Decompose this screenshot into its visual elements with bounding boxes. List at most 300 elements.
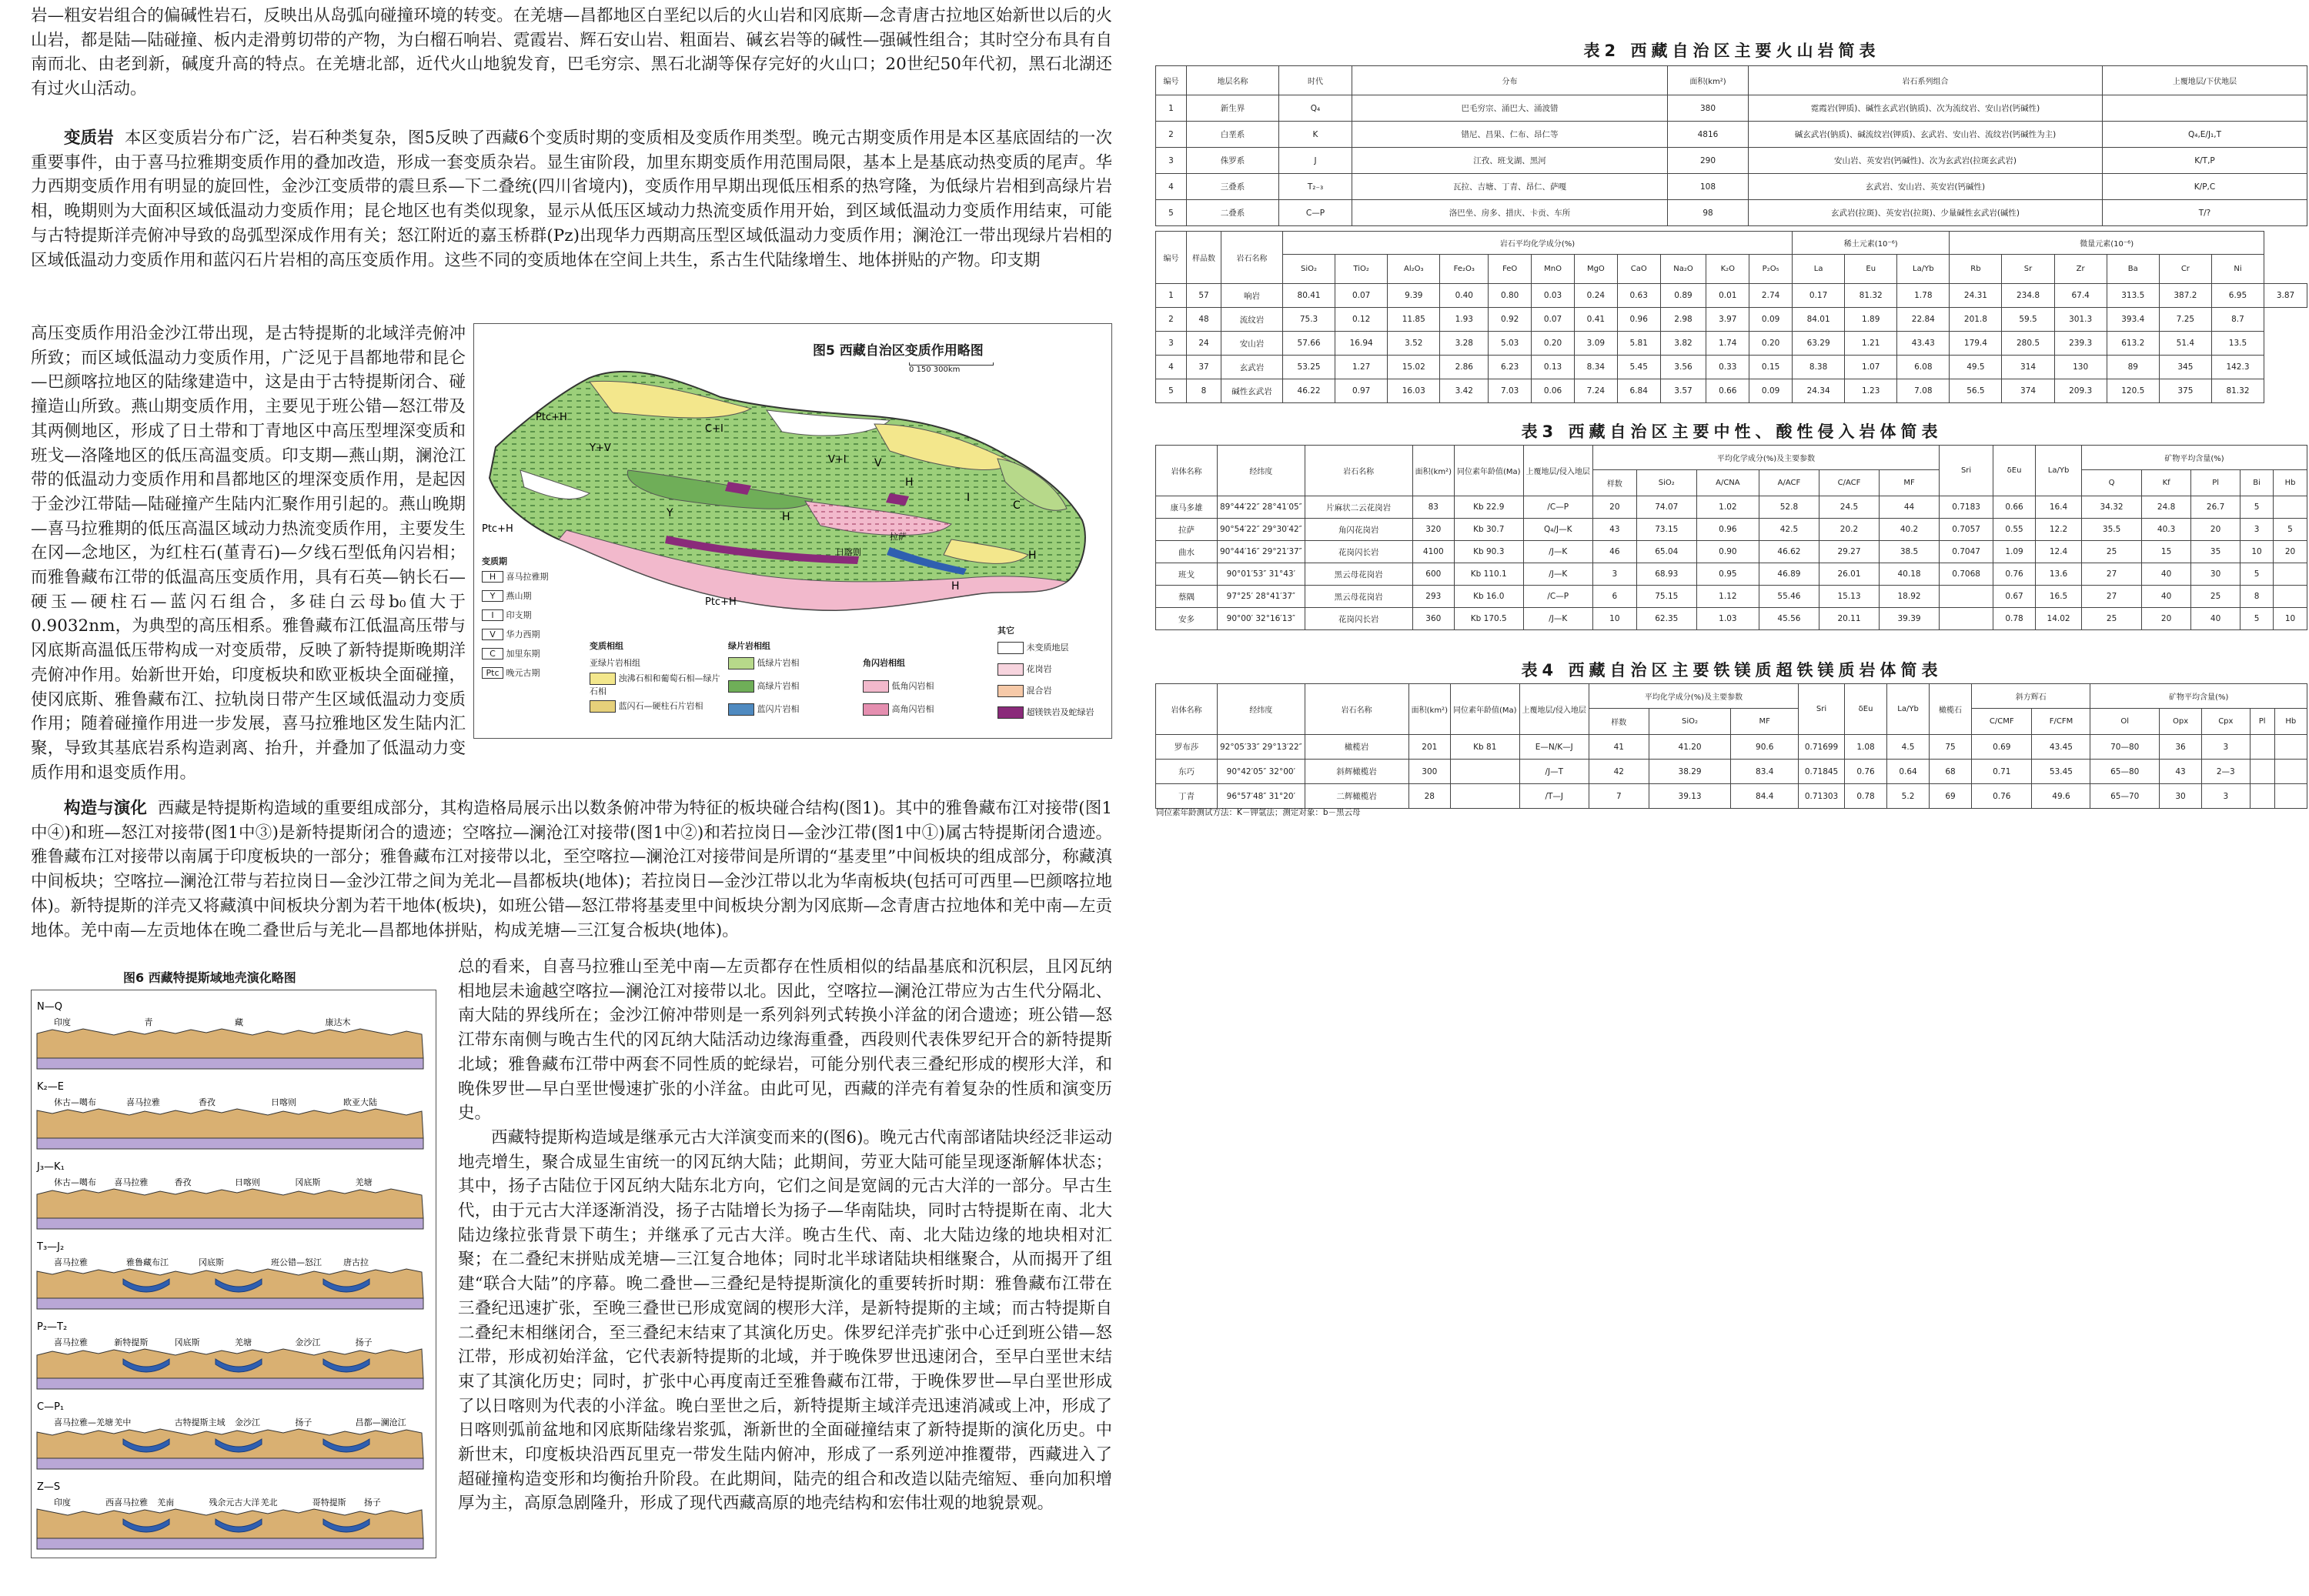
table-cell: 108	[1668, 174, 1749, 200]
table-column-header: MF	[1880, 470, 1940, 496]
table-cell: 81.32	[1845, 284, 1897, 308]
table-cell: 7.03	[1489, 379, 1532, 403]
table-cell: 0.71	[1972, 760, 2032, 784]
section-unit-label: 日喀则	[271, 1097, 296, 1107]
legend-facies-5: 低角闪岩相	[863, 679, 934, 693]
table-cell: 46.62	[1759, 541, 1819, 563]
figure-6-caption: 图6 西藏特提斯域地壳演化略图	[123, 970, 296, 985]
table-cell: 5.2	[1887, 784, 1930, 809]
section-age-label: J₃—K₁	[37, 1161, 65, 1173]
table-cell: 68.93	[1636, 563, 1696, 586]
table-cell: 360	[1412, 608, 1454, 630]
table-cell: 7.25	[2159, 308, 2211, 332]
table-cell: 0.66	[1706, 379, 1749, 403]
table-cell: 0.7047	[1940, 541, 1993, 563]
table-column-header: P₂O₅	[1749, 255, 1793, 284]
legend-period-c: C 加里东期	[482, 647, 549, 666]
table-cell: 20	[2142, 608, 2191, 630]
table-column-header: Pl	[2191, 470, 2240, 496]
table-row	[1156, 332, 2307, 356]
table-cell: 1.02	[1696, 496, 1759, 519]
table-cell: 拉萨	[1156, 519, 1218, 541]
table-cell: 65—80	[2090, 760, 2160, 784]
right-page	[1154, 0, 2309, 1596]
section-unit-label: 青	[144, 1017, 153, 1027]
table-cell: 0.78	[1993, 608, 2036, 630]
mantle-layer	[37, 1458, 423, 1469]
table-cell: 12.2	[2036, 519, 2082, 541]
table-row	[1156, 379, 2307, 403]
table-cell: 56.5	[1950, 379, 2002, 403]
table-column-header: La	[1793, 255, 1845, 284]
table-cell: 290	[1668, 148, 1749, 174]
table-cell: 3.87	[2264, 284, 2307, 308]
table-column-header: Sr	[2002, 255, 2054, 284]
section-unit-label: 扬子	[355, 1337, 373, 1347]
table-cell: 67.4	[2054, 284, 2107, 308]
section-unit-label: 新特提斯	[114, 1337, 149, 1347]
table-cell: 15.02	[1388, 356, 1440, 379]
table-2-chemistry	[1155, 231, 2307, 403]
table-cell: 0.71303	[1799, 784, 1845, 809]
paragraph-tectonic	[31, 796, 1112, 943]
table-cell: Q₄,E/J₁,T	[2103, 122, 2307, 148]
table-cell: J	[1279, 148, 1352, 174]
table-cell: 0.20	[1532, 332, 1575, 356]
crust-block	[37, 1189, 423, 1218]
table-cell	[2274, 563, 2307, 586]
figure-5-caption: 图5 西藏自治区变质作用略图	[813, 343, 984, 359]
table-cell: 0.89	[1660, 284, 1706, 308]
table-cell: 26.01	[1819, 563, 1879, 586]
section-unit-label: 残余元古大洋	[209, 1498, 260, 1508]
mantle-layer	[37, 1378, 423, 1389]
table-cell: 1.09	[1993, 541, 2036, 563]
table-cell: 0.20	[1749, 332, 1793, 356]
section-5	[37, 1401, 423, 1469]
table-cell: 75	[1930, 735, 1972, 760]
table-row	[1156, 760, 2307, 784]
table-3-header: 岩体名称 经纬度 岩石名称 面积(km²) 同位素年龄值(Ma) 上覆地层/侵入地层 平均化学成分(%)及主要参数 Sri δEu La/Yb 矿物平均含量(%)	[1156, 446, 2307, 470]
table-column-header: Eu	[1845, 255, 1897, 284]
table-cell: 曲水	[1156, 541, 1218, 563]
section-unit-label: 羌塘	[355, 1177, 373, 1187]
table-cell: Q₄/J—K	[1523, 519, 1592, 541]
legend-period-ptc: Ptc 晚元古期	[482, 666, 549, 686]
table-cell	[2103, 95, 2307, 122]
legend-greenschist-title: 绿片岩相组	[728, 641, 770, 651]
table-cell	[1940, 586, 1993, 608]
table-column-header: MnO	[1532, 255, 1575, 284]
table-4-note: 同位素年龄测试方法：K－钾氩法；测定对象：b－黑云母	[1156, 808, 1361, 817]
table-cell: 16.5	[2036, 586, 2082, 608]
text-metamorphic-wrap: 高压变质作用沿金沙江带出现，是古特提斯的北域洋壳俯冲所致；而区域低温动力变质作用，广泛见于昌都地带和昆仑—巴颜喀拉地区的陆缘建造中，这是由于古特提斯闭合、碰撞造山所致。燕山期变质作用，主要见于班公错—怒江带及其两侧地区，形成了日土带和丁青地区中高压型埋深变质和班戈—洛隆地区的低压高温变质。印支期—燕山期，澜沧江带的低温动力变质作用和昌都地区的埋深变质作用，是起因于金沙江带陆—陆碰撞产生陆内汇聚作用引起的。燕山晚期—喜马拉雅期的低压高温区域动力热流变质作用，主要发生在冈—念地区，为红柱石(堇青石)—夕线石型低角闪岩相；而雅鲁藏布江带的低温高压变质作用，具有石英—钠长石—硬玉—硬柱石—蓝闪石组合，多硅白云母b₀值大于0.9032nm，为典型的高压相系。雅鲁藏布江低温高压带与冈底斯高温低压带构成一对变质带，反映了新特提斯晚期洋壳俯冲作用。始新世开始，印度板块和欧亚板块全面碰撞，使冈底斯、雅鲁藏布江、拉轨岗日带产生区域低温动力变质作用；随着碰撞作用进一步发展，喜马拉雅地区发生陆内汇聚，导致其基底岩系构造剥离、抬升，并叠加了低温动力变质作用和退变质作用。	[31, 324, 466, 783]
table-cell: 380	[1668, 95, 1749, 122]
table-cell: 10	[2240, 541, 2274, 563]
table-cell: 2	[1156, 122, 1187, 148]
table-cell: 0.76	[1845, 760, 1887, 784]
table-cell: 201.8	[1950, 308, 2002, 332]
section-unit-label: 印度	[54, 1017, 71, 1027]
figure-6-crustal-evolution	[31, 962, 436, 1558]
section-unit-label: 扬子	[363, 1498, 381, 1508]
table-cell: 0.40	[1440, 284, 1489, 308]
section-unit-label: 羌塘	[235, 1337, 252, 1347]
section-unit-label: 古特提斯主域	[174, 1417, 226, 1427]
section-unit-label: 喜马拉雅	[54, 1257, 88, 1267]
table-cell	[2250, 784, 2274, 809]
section-unit-label: 扬子	[295, 1417, 312, 1427]
table-cell: 斜辉橄榄岩	[1305, 760, 1408, 784]
table-2-chem-header: 编号 样品数 岩石名称 岩石平均化学成分(%) 稀土元素(10⁻⁶) 微量元素(10⁻⁶)	[1156, 232, 2307, 255]
table-cell: 27	[2082, 563, 2142, 586]
table-column-header: Ba	[2107, 255, 2159, 284]
table-cell: 75.3	[1283, 308, 1335, 332]
table-column-header: 样数	[1589, 709, 1649, 735]
table-cell: 橄榄岩	[1305, 735, 1408, 760]
svg-text:Y: Y	[667, 507, 673, 519]
svg-text:H: H	[951, 580, 960, 593]
table-cell: 18.92	[1880, 586, 1940, 608]
section-unit-label: 金沙江	[235, 1417, 260, 1427]
table-cell: 碱性玄武岩	[1221, 379, 1283, 403]
table-cell: E—N/K—J	[1519, 735, 1589, 760]
table-cell: 0.63	[1617, 284, 1660, 308]
table-column-header: SiO₂	[1649, 709, 1731, 735]
table-cell: 0.24	[1574, 284, 1617, 308]
legend-facies-3: 高绿片岩相	[728, 679, 800, 693]
table-cell: 2	[1156, 308, 1187, 332]
table-cell: 0.33	[1706, 356, 1749, 379]
legend-other-1: 花岗岩	[997, 663, 1052, 676]
text-tectonic-wrap: 总的看来，自喜马拉雅山至羌中南—左贡都存在性质相似的结晶基底和沉积层，且冈瓦纳相地层未逾越空喀拉—澜沧江对接带以北。因此，空喀拉—澜沧江带应为古生代分隔北、南大陆的界线所在；金沙江俯冲带则是一系列斜列式转换小洋盆的闭合遗迹；班公错—怒江带东南侧与晚古生代的冈瓦纳大陆活动边缘海重叠，西段则代表侏罗纪开合的新特提斯北域；雅鲁藏布江带中两套不同性质的蛇绿岩，可能分别代表三叠纪形成的楔形大洋，和晚侏罗世—早白垩世慢速扩张的小洋盆。由此可见，西藏的洋壳有着复杂的性质和演变历史。	[458, 957, 1112, 1124]
table-cell: 0.01	[1706, 284, 1749, 308]
table-cell: 8	[2240, 586, 2274, 608]
svg-text:日喀则: 日喀则	[836, 547, 861, 557]
section-unit-label: 喜马拉雅	[126, 1097, 160, 1107]
svg-text:Ptc+H: Ptc+H	[536, 412, 567, 423]
table-cell: 70—80	[2090, 735, 2160, 760]
table-cell: 4816	[1668, 122, 1749, 148]
mantle-layer	[37, 1298, 423, 1309]
table-cell: 96°57′48″ 31°20′	[1218, 784, 1305, 809]
section-6	[37, 1481, 423, 1549]
table-cell: 角闪花岗岩	[1305, 519, 1412, 541]
table-cell: 24.34	[1793, 379, 1845, 403]
table-cell: 313.5	[2107, 284, 2159, 308]
table-cell: 40.3	[2142, 519, 2191, 541]
section-unit-label: 雅鲁藏布江	[126, 1257, 169, 1267]
table-cell: 5	[2240, 608, 2274, 630]
table-cell: 0.95	[1696, 563, 1759, 586]
table-cell: 63.29	[1793, 332, 1845, 356]
table-cell: 新生界	[1187, 95, 1279, 122]
table-cell: 35.5	[2082, 519, 2142, 541]
table-cell: 安山岩、英安岩(钙碱性)、次为玄武岩(拉斑玄武岩)	[1749, 148, 2103, 174]
heading-metamorphic: 变质岩	[64, 129, 114, 148]
table-cell: 1	[1156, 95, 1187, 122]
table-cell: 东巧	[1156, 760, 1218, 784]
table-2-header: 编号 地层名称 时代 分布 面积(km²) 岩石系列组合 上覆地层/下伏地层	[1156, 66, 2307, 95]
table-cell: 75.15	[1636, 586, 1696, 608]
table-4-mafic	[1155, 683, 2307, 809]
table-cell: 49.5	[1950, 356, 2002, 379]
table-cell: 10	[1592, 608, 1636, 630]
table-row	[1156, 356, 2307, 379]
table-cell: 7.24	[1574, 379, 1617, 403]
table-cell: 45.56	[1759, 608, 1819, 630]
table-column-header: Hb	[2274, 470, 2307, 496]
table-cell: 600	[1412, 563, 1454, 586]
section-unit-label: 哥特提斯	[312, 1498, 346, 1508]
table-cell: 13.5	[2211, 332, 2264, 356]
table-column-header: Fe₂O₃	[1440, 255, 1489, 284]
table-cell: 74.07	[1636, 496, 1696, 519]
table-column-header: Zr	[2054, 255, 2107, 284]
table-cell: 46.89	[1759, 563, 1819, 586]
table-cell: 丁青	[1156, 784, 1218, 809]
table-cell: 39.39	[1880, 608, 1940, 630]
table-cell: 179.4	[1950, 332, 2002, 356]
table-cell: 巴毛穷宗、涌巴大、涌波错	[1352, 95, 1668, 122]
table-cell: 92°05′33″ 29°13′22″	[1218, 735, 1305, 760]
table-cell: 5	[2274, 519, 2307, 541]
table-cell: T/?	[2103, 200, 2307, 226]
table-column-header: Pl	[2250, 709, 2274, 735]
svg-text:H: H	[905, 476, 914, 489]
table-cell: 69	[1930, 784, 1972, 809]
table-cell: 0.07	[1335, 284, 1388, 308]
table-cell: 239.3	[2054, 332, 2107, 356]
table-cell: 234.8	[2002, 284, 2054, 308]
table-cell: 流纹岩	[1221, 308, 1283, 332]
table-cell	[1450, 760, 1519, 784]
section-0	[37, 1001, 423, 1069]
section-2	[36, 1161, 423, 1229]
table-3-title: 表3 西藏自治区主要中性、酸性侵入岩体简表	[1521, 422, 1943, 441]
table-cell: 0.12	[1335, 308, 1388, 332]
table-cell	[2274, 496, 2307, 519]
table-cell: 24.31	[1950, 284, 2002, 308]
table-cell: 11.85	[1388, 308, 1440, 332]
section-age-label: K₂—E	[37, 1081, 64, 1093]
mantle-layer	[37, 1058, 423, 1069]
svg-text:V+I: V+I	[828, 454, 847, 466]
table-cell: 20.2	[1819, 519, 1879, 541]
table-cell: 41	[1589, 735, 1649, 760]
table-cell: 1.08	[1845, 735, 1887, 760]
table-column-header: Al₂O₃	[1388, 255, 1440, 284]
legend-other-2: 混合岩	[997, 684, 1052, 697]
table-cell: 错尼、昌果、仁布、昂仁等	[1352, 122, 1668, 148]
table-cell: 201	[1408, 735, 1450, 760]
table-column-header: Na₂O	[1660, 255, 1706, 284]
table-cell: 38.29	[1649, 760, 1731, 784]
table-cell: T₂₋₃	[1279, 174, 1352, 200]
table-cell: 0.7183	[1940, 496, 1993, 519]
heading-tectonic: 构造与演化	[64, 799, 147, 818]
section-unit-label: 日喀则	[235, 1177, 260, 1187]
table-cell: 5	[1156, 379, 1187, 403]
table-cell: 1.93	[1440, 308, 1489, 332]
table-row	[1156, 735, 2307, 760]
table-cell: 30	[2160, 784, 2202, 809]
table-cell: 3.57	[1660, 379, 1706, 403]
table-cell: 90°44′16″ 29°21′37″	[1218, 541, 1305, 563]
table-cell: 洛巴坐、房多、措庆、卡贡、车所	[1352, 200, 1668, 226]
table-cell: 8.34	[1574, 356, 1617, 379]
table-cell: 613.2	[2107, 332, 2159, 356]
table-row	[1156, 586, 2307, 608]
table-cell: 白垩系	[1187, 122, 1279, 148]
table-cell: 13.6	[2036, 563, 2082, 586]
table-column-header: Bi	[2240, 470, 2274, 496]
table-cell: 43	[1592, 519, 1636, 541]
table-column-header: C/ACF	[1819, 470, 1879, 496]
table-cell: 6.95	[2211, 284, 2264, 308]
table-cell: 280.5	[2002, 332, 2054, 356]
table-cell: 65.04	[1636, 541, 1696, 563]
legend-facies-sub: 亚绿片岩相组	[590, 658, 640, 668]
table-cell: /C—P	[1523, 496, 1592, 519]
table-cell: 玄武岩、安山岩、英安岩(钙碱性)	[1749, 174, 2103, 200]
table-cell: 120.5	[2107, 379, 2159, 403]
table-cell: 3.97	[1706, 308, 1749, 332]
table-cell: 97°25′ 28°41′37″	[1218, 586, 1305, 608]
paragraph-volcanic-end	[31, 4, 1112, 102]
table-column-header: A/CNA	[1696, 470, 1759, 496]
table-cell: 1.12	[1696, 586, 1759, 608]
table-cell: 8	[1187, 379, 1221, 403]
table-cell: 0.17	[1793, 284, 1845, 308]
table-cell	[1450, 784, 1519, 809]
table-cell: 9.39	[1388, 284, 1440, 308]
table-cell	[2250, 760, 2274, 784]
table-cell: /C—P	[1523, 586, 1592, 608]
table-cell: /J—K	[1523, 563, 1592, 586]
table-cell: 38.5	[1880, 541, 1940, 563]
table-cell: 51.4	[2159, 332, 2211, 356]
table-cell: 瓦拉、吉塘、丁青、昂仁、萨嘎	[1352, 174, 1668, 200]
legend-facies-4: 蓝闪片岩相	[728, 703, 800, 716]
table-cell	[2250, 735, 2274, 760]
section-unit-label: 冈底斯	[174, 1337, 200, 1347]
table-2-chem-columns	[1156, 255, 2307, 284]
legend-other-title: 其它	[997, 626, 1014, 636]
table-cell: 0.71845	[1799, 760, 1845, 784]
table-cell: Kb 81	[1450, 735, 1519, 760]
table-cell: 41.20	[1649, 735, 1731, 760]
svg-text:拉萨: 拉萨	[890, 532, 907, 542]
table-cell: 24	[1187, 332, 1221, 356]
table-cell: 375	[2159, 379, 2211, 403]
table-cell: 300	[1408, 760, 1450, 784]
table-cell: 30	[2191, 563, 2240, 586]
table-2-volcanic	[1155, 65, 2307, 226]
table-cell: 3.42	[1440, 379, 1489, 403]
table-cell: 14.02	[2036, 608, 2082, 630]
table-cell: 片麻状二云花岗岩	[1305, 496, 1412, 519]
table-row	[1156, 308, 2307, 332]
figure-5-scale: 0 150 300km	[909, 362, 994, 374]
table-cell: Kb 110.1	[1454, 563, 1523, 586]
section-unit-label: 西喜马拉雅	[105, 1498, 149, 1508]
table-cell: 0.96	[1696, 519, 1759, 541]
section-unit-label: 昌都—澜沧江	[355, 1417, 406, 1427]
table-cell: 5.45	[1617, 356, 1660, 379]
table-cell: 130	[2054, 356, 2107, 379]
paragraph-metamorphic-wrap	[31, 322, 466, 785]
table-cell: 90°42′05″ 32°00′	[1218, 760, 1305, 784]
left-page	[0, 0, 1154, 1596]
table-column-header: CaO	[1617, 255, 1660, 284]
table-cell: 1.23	[1845, 379, 1897, 403]
table-column-header: MgO	[1574, 255, 1617, 284]
table-cell: 5	[2240, 563, 2274, 586]
table-cell: 42.5	[1759, 519, 1819, 541]
table-cell: 29.27	[1819, 541, 1879, 563]
table-column-header: Q	[2082, 470, 2142, 496]
table-column-header: Rb	[1950, 255, 2002, 284]
section-unit-label: 印度	[54, 1498, 71, 1508]
table-cell: 89°44′22″ 28°41′05″	[1218, 496, 1305, 519]
table-cell: Kb 170.5	[1454, 608, 1523, 630]
table-4-title: 表4 西藏自治区主要铁镁质超铁镁质岩体简表	[1521, 661, 1943, 679]
table-cell: 0.66	[1993, 496, 2036, 519]
table-cell: 0.71699	[1799, 735, 1845, 760]
table-cell: 1.07	[1845, 356, 1897, 379]
table-cell: 0.15	[1749, 356, 1793, 379]
table-cell: 0.55	[1993, 519, 2036, 541]
table-cell: 4	[1156, 174, 1187, 200]
table-cell: 0.96	[1617, 308, 1660, 332]
table-cell: 42	[1589, 760, 1649, 784]
table-cell: 6	[1592, 586, 1636, 608]
svg-text:H: H	[782, 511, 790, 523]
section-unit-label: 唐古拉	[343, 1257, 369, 1267]
mantle-layer	[37, 1138, 423, 1149]
legend-periods-title: 变质期	[482, 556, 507, 566]
table-cell: 84.01	[1793, 308, 1845, 332]
table-cell: 0.76	[1972, 784, 2032, 809]
section-unit-label: 藏	[235, 1017, 243, 1027]
table-cell: 345	[2159, 356, 2211, 379]
table-cell: 43.45	[2032, 735, 2090, 760]
table-cell: Kb 90.3	[1454, 541, 1523, 563]
table-cell: 安多	[1156, 608, 1218, 630]
section-unit-label: 香孜	[199, 1097, 216, 1107]
table-cell: 36	[2160, 735, 2202, 760]
table-cell: 16.94	[1335, 332, 1388, 356]
section-unit-label: 欧亚大陆	[343, 1097, 377, 1107]
table-cell: 49.6	[2032, 784, 2090, 809]
table-cell: 玄武岩	[1221, 356, 1283, 379]
table-cell: 3	[2240, 519, 2274, 541]
table-cell	[2274, 784, 2307, 809]
section-age-label: N—Q	[37, 1001, 62, 1013]
table-cell: 班戈	[1156, 563, 1218, 586]
figure-5-legend	[474, 547, 1112, 739]
table-cell: 花岗闪长岩	[1305, 608, 1412, 630]
table-column-header: Ni	[2211, 255, 2264, 284]
table-row	[1156, 608, 2307, 630]
section-age-label: Z—S	[37, 1481, 61, 1493]
figure-6-sections	[31, 962, 436, 1558]
section-unit-label: 羌北	[260, 1498, 278, 1508]
table-cell: 3.28	[1440, 332, 1489, 356]
table-column-header: C/CMF	[1972, 709, 2032, 735]
table-cell: 0.7068	[1940, 563, 1993, 586]
